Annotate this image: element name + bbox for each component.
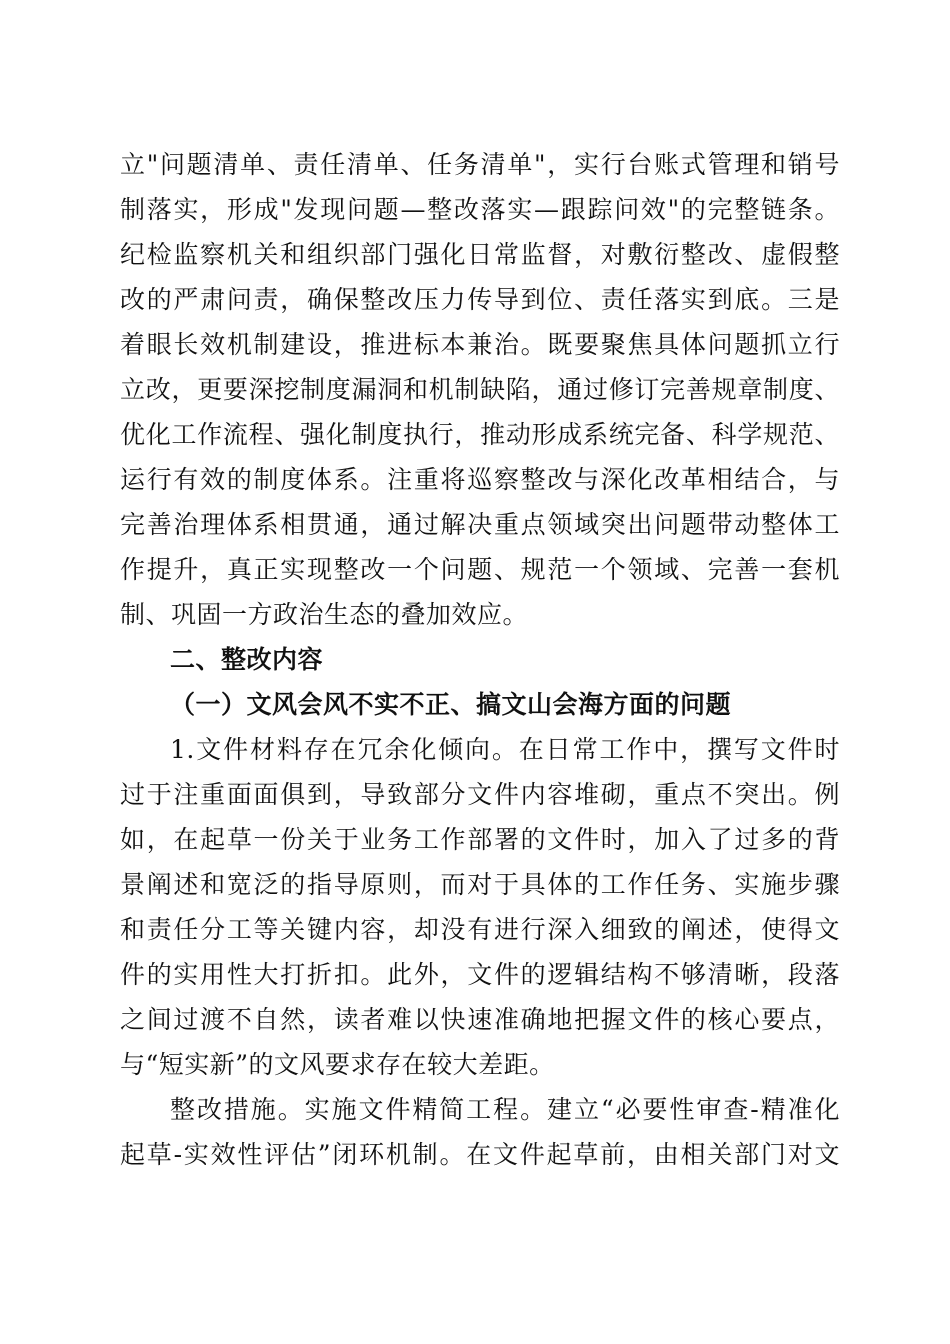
body-line: 优化工作流程、强化制度执行，推动形成系统完备、科学规范、	[120, 420, 840, 449]
subsection-heading: （一）文风会风不实不正、搞文山会海方面的问题	[170, 690, 732, 719]
body-line: 件的实用性大打折扣。此外，文件的逻辑结构不够清晰，段落	[120, 960, 840, 989]
body-line: 过于注重面面俱到，导致部分文件内容堆砌，重点不突出。例	[120, 780, 840, 809]
body-line: 之间过渡不自然，读者难以快速准确地把握文件的核心要点，	[120, 1005, 840, 1034]
body-line: 景阐述和宽泛的指导原则，而对于具体的工作任务、实施步骤	[120, 870, 840, 899]
body-line: 1.文件材料存在冗余化倾向。在日常工作中，撰写文件时	[170, 735, 840, 764]
body-line: 作提升，真正实现整改一个问题、规范一个领域、完善一套机	[120, 555, 840, 584]
section-heading: 二、整改内容	[170, 645, 324, 674]
body-line: 如，在起草一份关于业务工作部署的文件时，加入了过多的背	[120, 825, 840, 854]
body-line: 起草-实效性评估”闭环机制。在文件起草前，由相关部门对文	[120, 1140, 840, 1169]
body-line: 立改，更要深挖制度漏洞和机制缺陷，通过修订完善规章制度、	[120, 375, 840, 404]
body-line: 整改措施。实施文件精简工程。建立“必要性审查-精准化	[170, 1095, 840, 1124]
body-line: 立"问题清单、责任清单、任务清单"，实行台账式管理和销号	[120, 150, 840, 179]
body-line: 制、巩固一方政治生态的叠加效应。	[120, 600, 529, 629]
body-line: 制落实，形成"发现问题—整改落实—跟踪问效"的完整链条。	[120, 195, 840, 224]
body-line: 运行有效的制度体系。注重将巡察整改与深化改革相结合，与	[120, 465, 840, 494]
body-line: 改的严肃问责，确保整改压力传导到位、责任落实到底。三是	[120, 285, 840, 314]
body-line: 与“短实新”的文风要求存在较大差距。	[120, 1050, 555, 1079]
body-line: 和责任分工等关键内容，却没有进行深入细致的阐述，使得文	[120, 915, 840, 944]
body-line: 完善治理体系相贯通，通过解决重点领域突出问题带动整体工	[120, 510, 840, 539]
body-line: 纪检监察机关和组织部门强化日常监督，对敷衍整改、虚假整	[120, 240, 840, 269]
body-line: 着眼长效机制建设，推进标本兼治。既要聚焦具体问题抓立行	[120, 330, 840, 359]
